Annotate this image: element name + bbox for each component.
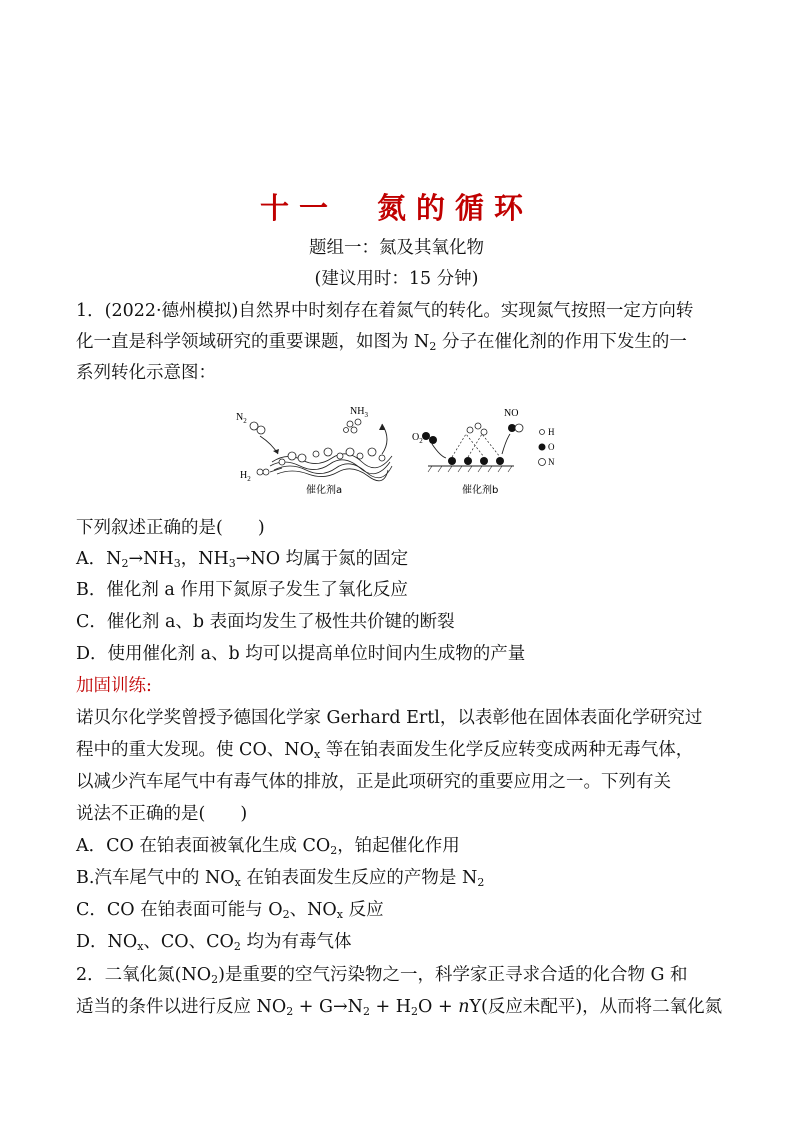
catalysis-diagram bbox=[232, 400, 572, 500]
q1-option-b: B．催化剂 a 作用下氮原子发生了氧化反应 bbox=[76, 580, 408, 600]
extra-d-t0: D．NO bbox=[76, 932, 138, 952]
q1-a-s5: 3 bbox=[228, 557, 236, 570]
o2-label: $O_2$ bbox=[412, 432, 423, 445]
q1-option-c: C．催化剂 a、b 表面均发生了极性共价键的断裂 bbox=[76, 612, 455, 632]
o2-molecule bbox=[422, 432, 437, 444]
extra-c-t0: C．CO 在铂表面可能与 O bbox=[76, 900, 283, 920]
extra-line-1: 诺贝尔化学奖曾授予德国化学家 Gerhard Ertl，以表彰他在固体表面化学研究过 bbox=[76, 708, 703, 728]
q2-l2-s5: 2 bbox=[411, 1005, 419, 1018]
n2-arrowhead bbox=[273, 449, 279, 454]
q2-l2-t4: + H bbox=[369, 997, 412, 1017]
extra-line-4: 说法不正确的是( ) bbox=[76, 804, 248, 824]
catalyst-b-label: 催化剂b bbox=[462, 485, 499, 496]
no-arrow bbox=[502, 434, 510, 454]
catalyst-a-label: 催化剂a bbox=[306, 485, 343, 496]
extra-d-s3: 2 bbox=[233, 940, 241, 953]
extra-c-s1: 2 bbox=[282, 908, 290, 921]
q2-l2-t8: Y(反应未配平)，从而将二氧化氮 bbox=[469, 997, 723, 1017]
q2-line-2 bbox=[76, 992, 722, 1027]
catalyst-b-atoms bbox=[448, 457, 504, 465]
q1-a-t0: A．N bbox=[76, 549, 122, 569]
q2-line-1a: 2．二氧化氮(NO bbox=[76, 965, 212, 985]
extra-a-s1: 2 bbox=[330, 844, 338, 857]
group-heading: 题组一：氮及其氧化物 bbox=[309, 238, 484, 258]
q1-line-2-sub: 2 bbox=[429, 340, 437, 353]
extra-c-t4: 反应 bbox=[343, 900, 384, 920]
q2-l2-n: n bbox=[458, 997, 470, 1017]
n2-molecule bbox=[250, 422, 265, 434]
extra-c-t2: 、NO bbox=[289, 900, 337, 920]
extra-line-2a: 程中的重大发现。使 CO、NO bbox=[76, 740, 314, 760]
extra-b-s3: 2 bbox=[477, 876, 485, 889]
q1-line-1: 1．(2022·德州模拟)自然界中时刻存在着氮气的转化。实现氮气按照一定方向转 bbox=[76, 301, 694, 321]
q1-a-t6: →NO 均属于氮的固定 bbox=[235, 549, 409, 569]
extra-a-t0: A．CO 在铂表面被氧化生成 CO bbox=[76, 836, 331, 856]
time-hint: (建议用时：15 分钟) bbox=[314, 269, 479, 289]
q2-l2-s1: 2 bbox=[286, 1005, 294, 1018]
legend-o-marker bbox=[539, 444, 546, 451]
extra-b-s1: x bbox=[234, 876, 241, 889]
q1-line-3: 系列转化示意图： bbox=[76, 363, 216, 383]
q2-l2-t6: O + bbox=[418, 997, 459, 1017]
extra-option-b bbox=[76, 863, 484, 898]
q2-l2-t2: + G→N bbox=[293, 997, 363, 1017]
q1-a-s1: 2 bbox=[121, 557, 129, 570]
legend-n-label: N bbox=[548, 457, 555, 467]
no-label: NO bbox=[504, 408, 519, 419]
q1-line-2a: 化一直是科学领域研究的重要课题，如图为 N bbox=[76, 332, 430, 352]
diagram-legend bbox=[539, 427, 556, 467]
q1-option-a bbox=[76, 544, 408, 579]
q2-line-1 bbox=[76, 960, 688, 995]
o2-arrow bbox=[432, 444, 446, 458]
catalyst-b-dashes bbox=[452, 434, 500, 457]
catalyst-b-intermediate bbox=[467, 423, 487, 435]
extra-line-2-sub: x bbox=[313, 748, 321, 761]
h2-molecule bbox=[257, 469, 269, 475]
catalyst-b-hatch bbox=[428, 466, 512, 472]
h2-label: $H_2$ bbox=[240, 470, 251, 483]
extra-option-d bbox=[76, 927, 351, 962]
q2-l2-t0: 适当的条件以进行反应 NO bbox=[76, 997, 287, 1017]
q1-line-2 bbox=[76, 327, 687, 362]
h2-arrow bbox=[270, 468, 282, 472]
page-title: 十一 氮的循环 bbox=[259, 191, 533, 225]
no-molecule bbox=[508, 424, 523, 432]
q1-a-t4: ，NH bbox=[180, 549, 229, 569]
extra-c-s3: x bbox=[336, 908, 343, 921]
legend-h-marker bbox=[540, 430, 545, 435]
q1-option-d: D．使用催化剂 a、b 均可以提高单位时间内生成物的产量 bbox=[76, 644, 526, 664]
nh3-label: $NH_3$ bbox=[350, 406, 368, 419]
q1-a-s3: 3 bbox=[173, 557, 181, 570]
extra-line-3: 以减少汽车尾气中有毒气体的排放，正是此项研究的重要应用之一。下列有关 bbox=[76, 772, 671, 792]
legend-n-marker bbox=[539, 459, 546, 466]
q1-a-t2: →NH bbox=[128, 549, 174, 569]
q2-l2-s3: 2 bbox=[362, 1005, 370, 1018]
extra-b-t2: 在铂表面发生反应的产物是 N bbox=[240, 868, 478, 888]
extra-d-t4: 均为有毒气体 bbox=[240, 932, 352, 952]
extra-heading: 加固训练: bbox=[76, 676, 152, 696]
nh3-molecule bbox=[344, 419, 362, 433]
q1-stem: 下列叙述正确的是( ) bbox=[76, 518, 265, 538]
extra-option-c bbox=[76, 895, 384, 930]
extra-a-t2: ，铂起催化作用 bbox=[337, 836, 460, 856]
extra-line-2 bbox=[76, 735, 693, 770]
n2-label: $N_2$ bbox=[236, 412, 247, 425]
legend-o-label: O bbox=[548, 442, 555, 452]
extra-b-t0: B.汽车尾气中的 NO bbox=[76, 868, 235, 888]
extra-d-t2: 、CO、CO bbox=[143, 932, 234, 952]
extra-d-s1: x bbox=[137, 940, 144, 953]
legend-h-label: H bbox=[548, 427, 555, 437]
extra-option-a bbox=[76, 831, 460, 866]
extra-line-2b: 等在铂表面发生化学反应转变成两种无毒气体， bbox=[320, 740, 694, 760]
q1-line-2b: 分子在催化剂的作用下发生的一 bbox=[436, 332, 687, 352]
q2-line-1-sub: 2 bbox=[211, 973, 219, 986]
q2-line-1b: )是重要的空气污染物之一，科学家正寻求合适的化合物 G 和 bbox=[218, 965, 688, 985]
